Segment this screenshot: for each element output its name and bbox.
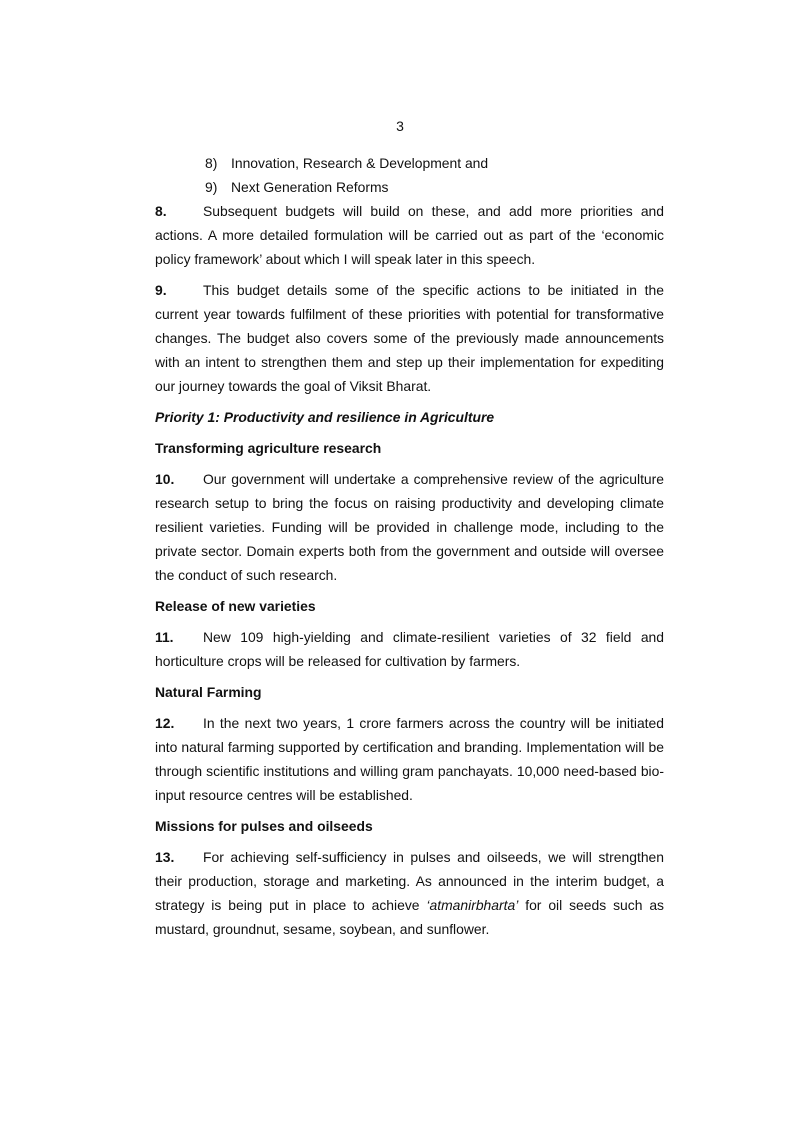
- paragraph-13: [155, 845, 664, 941]
- paragraph-number: 13.: [155, 849, 175, 865]
- section-heading: Natural Farming: [155, 684, 262, 700]
- paragraph-text: New 109 high-yielding and climate-resilient varieties of 32 field and horticulture crops will be released for cultivation by farmers.: [155, 629, 664, 669]
- paragraph-8: [155, 199, 664, 271]
- paragraph-text: Subsequent budgets will build on these, and add more priorities and actions. A more detailed formulation will be carried out as part of the ‘economic policy framework’ about which I will speak later in this speech.: [155, 203, 664, 267]
- list-item: [155, 151, 664, 175]
- paragraph-10: [155, 467, 664, 587]
- paragraph-text: for oil seeds such as mustard, groundnut, sesame, soybean, and sunflower.: [155, 897, 664, 937]
- paragraph-number: 10.: [155, 471, 175, 487]
- paragraph-number: 12.: [155, 715, 175, 731]
- list-number: 8): [205, 155, 218, 171]
- section-heading: Transforming agriculture research: [155, 440, 382, 456]
- paragraph-number: 11.: [155, 629, 174, 645]
- document-body: [155, 151, 664, 948]
- paragraph-text: This budget details some of the specific actions to be initiated in the current year towards fulfilment of these priorities with potential for transformative changes. The budget also covers some of the previously made announcements with an intent to strengthen them and step up their implementation for expediting our journey towards the goal of Viksit Bharat.: [155, 282, 664, 394]
- paragraph-12: [155, 711, 664, 807]
- list-text: Innovation, Research & Development and: [231, 155, 489, 171]
- paragraph-9: [155, 278, 664, 398]
- page-number: 3: [396, 118, 404, 134]
- italic-term: ‘atmanirbharta’: [426, 897, 519, 913]
- priority-heading: Priority 1: Productivity and resilience in Agriculture: [155, 409, 495, 425]
- section-heading: Missions for pulses and oilseeds: [155, 818, 373, 834]
- paragraph-text: Our government will undertake a comprehensive review of the agriculture research setup to bring the focus on raising productivity and developing climate resilient varieties. Funding will be provided in challenge mode, including to the private sector. Domain experts both from the government and outside will oversee the conduct of such research.: [155, 471, 664, 583]
- list-text: Next Generation Reforms: [231, 179, 389, 195]
- paragraph-number: 9.: [155, 282, 167, 298]
- paragraph-text: For achieving self-sufficiency in pulses and oilseeds, we will strengthen their production, storage and marketing. As announced in the interim budget, a strategy is being put in place to achieve: [155, 849, 664, 913]
- paragraph-11: [155, 625, 664, 673]
- paragraph-text: In the next two years, 1 crore farmers across the country will be initiated into natural farming supported by certification and branding. Implementation will be through scientific institutions and willing gram panchayats. 10,000 need-based bio-input resource centres will be established.: [155, 715, 664, 803]
- list-item: [155, 175, 664, 199]
- paragraph-number: 8.: [155, 203, 167, 219]
- section-heading: Release of new varieties: [155, 598, 316, 614]
- list-number: 9): [205, 179, 218, 195]
